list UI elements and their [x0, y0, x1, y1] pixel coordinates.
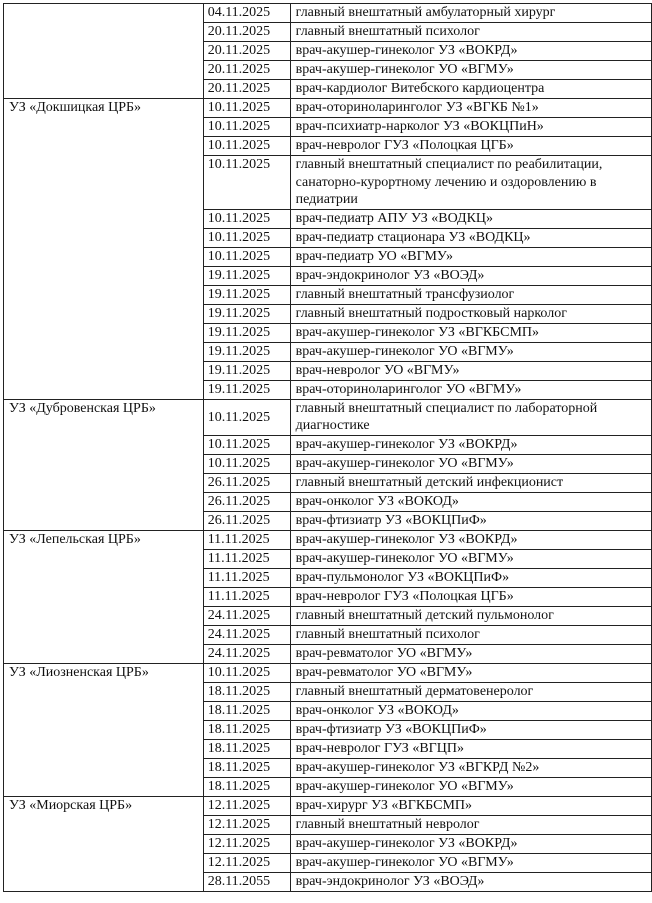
visit-date-cell: 19.11.2025 [203, 361, 290, 380]
visit-date-cell: 28.11.2055 [203, 872, 290, 891]
visit-date-cell: 10.11.2025 [203, 156, 290, 210]
visit-date-cell: 12.11.2025 [203, 796, 290, 815]
organization-cell: УЗ «Лиозненская ЦРБ» [4, 663, 204, 796]
table-row [4, 99, 652, 118]
specialist-cell: главный внештатный амбулаторный хирург [290, 4, 651, 23]
table-row [4, 530, 652, 549]
visit-date-cell: 20.11.2025 [203, 61, 290, 80]
visit-date-cell: 26.11.2025 [203, 511, 290, 530]
specialist-cell: врач-акушер-гинеколог УЗ «ВОКРД» [290, 42, 651, 61]
specialist-cell: врач-кардиолог Витебского кардиоцентра [290, 80, 651, 99]
visit-date-cell: 10.11.2025 [203, 228, 290, 247]
specialist-cell: врач-оториноларинголог УО «ВГМУ» [290, 380, 651, 399]
specialist-cell: врач-онколог УЗ «ВОКОД» [290, 701, 651, 720]
specialist-cell: врач-эндокринолог УЗ «ВОЭД» [290, 872, 651, 891]
table-row [4, 399, 652, 435]
visit-date-cell: 18.11.2025 [203, 777, 290, 796]
specialist-cell: врач-фтизиатр УЗ «ВОКЦПиФ» [290, 720, 651, 739]
visit-date-cell: 12.11.2025 [203, 834, 290, 853]
organization-cell [4, 4, 204, 99]
visit-date-cell: 20.11.2025 [203, 23, 290, 42]
specialist-cell: врач-онколог УЗ «ВОКОД» [290, 492, 651, 511]
visit-date-cell: 24.11.2025 [203, 625, 290, 644]
specialist-cell: врач-невролог ГУЗ «Полоцкая ЦГБ» [290, 587, 651, 606]
specialist-cell: врач-акушер-гинеколог УО «ВГМУ» [290, 61, 651, 80]
specialist-cell: врач-психиатр-нарколог УЗ «ВОКЦПиН» [290, 118, 651, 137]
visit-date-cell: 24.11.2025 [203, 606, 290, 625]
specialist-cell: врач-акушер-гинеколог УЗ «ВОКРД» [290, 435, 651, 454]
specialist-cell: врач-невролог ГУЗ «ВГЦП» [290, 739, 651, 758]
specialist-cell: главный внештатный дерматовенеролог [290, 682, 651, 701]
visit-date-cell: 19.11.2025 [203, 323, 290, 342]
specialist-cell: врач-хирург УЗ «ВГКБСМП» [290, 796, 651, 815]
visit-date-cell: 26.11.2025 [203, 473, 290, 492]
visit-date-cell: 26.11.2025 [203, 492, 290, 511]
visit-date-cell: 18.11.2025 [203, 758, 290, 777]
specialist-cell: врач-ревматолог УО «ВГМУ» [290, 644, 651, 663]
visit-date-cell: 11.11.2025 [203, 587, 290, 606]
specialist-cell: главный внештатный специалист по лабораторной диагностике [290, 399, 651, 435]
schedule-table [3, 3, 652, 892]
visit-date-cell: 18.11.2025 [203, 701, 290, 720]
specialist-cell: главный внештатный невролог [290, 815, 651, 834]
visit-date-cell: 10.11.2025 [203, 118, 290, 137]
visit-date-cell: 10.11.2025 [203, 663, 290, 682]
table-row [4, 796, 652, 815]
organization-cell: УЗ «Дубровенская ЦРБ» [4, 399, 204, 530]
table-row [4, 663, 652, 682]
visit-date-cell: 18.11.2025 [203, 739, 290, 758]
specialist-cell: врач-невролог УО «ВГМУ» [290, 361, 651, 380]
visit-date-cell: 18.11.2025 [203, 682, 290, 701]
specialist-cell: врач-ревматолог УО «ВГМУ» [290, 663, 651, 682]
specialist-cell: главный внештатный детский пульмонолог [290, 606, 651, 625]
specialist-cell: главный внештатный трансфузиолог [290, 285, 651, 304]
visit-date-cell: 20.11.2025 [203, 42, 290, 61]
visit-date-cell: 12.11.2025 [203, 853, 290, 872]
visit-date-cell: 24.11.2025 [203, 644, 290, 663]
visit-date-cell: 10.11.2025 [203, 209, 290, 228]
organization-cell: УЗ «Миорская ЦРБ» [4, 796, 204, 891]
specialist-cell: врач-акушер-гинеколог УЗ «ВГКБСМП» [290, 323, 651, 342]
specialist-cell: врач-акушер-гинеколог УО «ВГМУ» [290, 777, 651, 796]
specialist-cell: врач-акушер-гинеколог УЗ «ВОКРД» [290, 834, 651, 853]
visit-date-cell: 10.11.2025 [203, 247, 290, 266]
specialist-cell: главный внештатный психолог [290, 23, 651, 42]
specialist-cell: врач-пульмонолог УЗ «ВОКЦПиФ» [290, 568, 651, 587]
visit-date-cell: 10.11.2025 [203, 399, 290, 435]
visit-date-cell: 19.11.2025 [203, 285, 290, 304]
visit-date-cell: 19.11.2025 [203, 266, 290, 285]
specialist-cell: врач-акушер-гинеколог УЗ «ВОКРД» [290, 530, 651, 549]
specialist-cell: врач-педиатр УО «ВГМУ» [290, 247, 651, 266]
visit-date-cell: 11.11.2025 [203, 530, 290, 549]
table-row [4, 4, 652, 23]
visit-date-cell: 10.11.2025 [203, 137, 290, 156]
specialist-cell: врач-педиатр АПУ УЗ «ВОДКЦ» [290, 209, 651, 228]
visit-date-cell: 11.11.2025 [203, 549, 290, 568]
specialist-cell: главный внештатный подростковый нарколог [290, 304, 651, 323]
visit-date-cell: 10.11.2025 [203, 454, 290, 473]
visit-date-cell: 04.11.2025 [203, 4, 290, 23]
visit-date-cell: 10.11.2025 [203, 99, 290, 118]
visit-date-cell: 20.11.2025 [203, 80, 290, 99]
specialist-cell: главный внештатный психолог [290, 625, 651, 644]
specialist-cell: врач-фтизиатр УЗ «ВОКЦПиФ» [290, 511, 651, 530]
visit-date-cell: 19.11.2025 [203, 380, 290, 399]
visit-date-cell: 18.11.2025 [203, 720, 290, 739]
visit-date-cell: 12.11.2025 [203, 815, 290, 834]
visit-date-cell: 10.11.2025 [203, 435, 290, 454]
visit-date-cell: 11.11.2025 [203, 568, 290, 587]
specialist-cell: врач-акушер-гинеколог УО «ВГМУ» [290, 454, 651, 473]
specialist-cell: врач-акушер-гинеколог УЗ «ВГКРД №2» [290, 758, 651, 777]
specialist-cell: главный внештатный детский инфекционист [290, 473, 651, 492]
specialist-cell: врач-акушер-гинеколог УО «ВГМУ» [290, 853, 651, 872]
organization-cell: УЗ «Лепельская ЦРБ» [4, 530, 204, 663]
visit-date-cell: 19.11.2025 [203, 342, 290, 361]
specialist-cell: врач-оториноларинголог УЗ «ВГКБ №1» [290, 99, 651, 118]
specialist-cell: главный внештатный специалист по реабилитации, санаторно-курортному лечению и оздоровлению в педиатрии [290, 156, 651, 210]
specialist-cell: врач-педиатр стационара УЗ «ВОДКЦ» [290, 228, 651, 247]
specialist-cell: врач-акушер-гинеколог УО «ВГМУ» [290, 342, 651, 361]
specialist-cell: врач-акушер-гинеколог УО «ВГМУ» [290, 549, 651, 568]
specialist-cell: врач-невролог ГУЗ «Полоцкая ЦГБ» [290, 137, 651, 156]
schedule-table-body [4, 4, 652, 892]
visit-date-cell: 19.11.2025 [203, 304, 290, 323]
organization-cell: УЗ «Докшицкая ЦРБ» [4, 99, 204, 400]
specialist-cell: врач-эндокринолог УЗ «ВОЭД» [290, 266, 651, 285]
